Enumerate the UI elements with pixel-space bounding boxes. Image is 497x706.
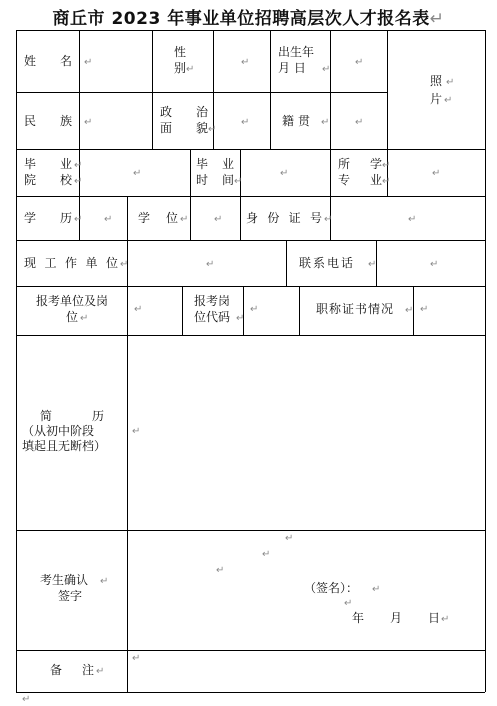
grad-time-label-2: 时 间 <box>196 173 234 187</box>
confirm-label: 考生确认 <box>40 573 89 587</box>
form-title: 商丘市 2023 年事业单位招聘高层次人才报名表↵ <box>52 9 445 29</box>
grad-school-label: 毕 业 <box>24 157 72 171</box>
apply-code-label: 报考岗 <box>194 294 231 308</box>
paragraph-mark <box>104 214 112 226</box>
col-line <box>79 149 80 196</box>
col-line <box>286 240 287 286</box>
photo-label-2: 片 <box>430 92 443 106</box>
col-line <box>387 30 388 149</box>
col-line <box>127 286 128 335</box>
paragraph-mark <box>120 259 128 271</box>
paragraph-mark <box>241 117 249 129</box>
paragraph-mark <box>344 598 352 610</box>
col-line <box>190 196 191 240</box>
paragraph-mark <box>208 124 216 136</box>
col-line <box>270 30 271 149</box>
date-year-label: 年 <box>352 611 365 625</box>
table-border-bottom <box>16 692 485 693</box>
col-line <box>127 335 128 692</box>
date-day-label: 日 <box>428 611 441 625</box>
paragraph-mark <box>96 666 104 678</box>
paragraph-mark <box>405 305 413 317</box>
paragraph-mark <box>22 694 30 706</box>
paragraph-mark <box>408 214 416 226</box>
row-line <box>16 650 485 651</box>
paragraph-mark <box>84 117 92 129</box>
paragraph-mark <box>382 176 390 188</box>
col-line <box>243 286 244 335</box>
table-border-right <box>485 30 486 692</box>
paragraph-mark <box>206 259 214 271</box>
signature-label: （签名）： <box>304 581 359 595</box>
paragraph-mark <box>262 549 270 561</box>
paragraph-mark <box>355 57 363 69</box>
phone-label: 联系电话 <box>299 256 356 270</box>
paragraph-mark <box>321 117 329 129</box>
grad-school-label-2: 院 校 <box>24 173 72 187</box>
paragraph-mark <box>324 214 332 226</box>
col-line <box>79 30 80 149</box>
row-line <box>16 335 485 336</box>
row-line <box>16 196 485 197</box>
paragraph-mark <box>180 214 188 226</box>
col-line <box>387 149 388 196</box>
confirm-label-2: 签字 <box>58 589 83 603</box>
resume-label: 简 历 <box>40 409 104 423</box>
birth-label: 出生年 <box>278 45 315 59</box>
row-line <box>16 286 485 287</box>
birth-label-2: 月 日 <box>278 61 306 75</box>
paragraph-mark <box>214 214 222 226</box>
paragraph-mark <box>236 313 244 325</box>
row-line <box>16 240 485 241</box>
date-month-label: 月 <box>390 611 403 625</box>
paragraph-mark <box>74 214 82 226</box>
row-line <box>16 149 485 150</box>
paragraph-mark <box>241 57 249 69</box>
table-border-left <box>16 30 17 692</box>
apply-unit-label-2: 位 <box>65 310 78 324</box>
paragraph-mark <box>285 533 293 545</box>
major-label: 所 学 <box>338 157 382 171</box>
gender-label: 性 <box>174 45 187 59</box>
photo-label: 照 <box>430 74 443 88</box>
col-line <box>330 30 331 149</box>
paragraph-mark <box>216 565 224 577</box>
table-border-top <box>16 30 485 31</box>
education-label: 学历 <box>24 211 72 225</box>
paragraph-mark <box>100 576 108 588</box>
col-line <box>190 149 191 196</box>
paragraph-mark <box>432 168 440 180</box>
paragraph-mark <box>234 176 242 188</box>
political-label-2: 面 貌 <box>160 121 208 135</box>
political-label: 政 治 <box>160 105 208 119</box>
name-label: 姓名 <box>24 54 72 68</box>
col-line <box>299 286 300 335</box>
workplace-label: 现工作单位 <box>24 256 118 270</box>
remark-label: 备注 <box>50 663 94 677</box>
paragraph-mark <box>368 259 376 271</box>
paragraph-mark <box>132 426 140 438</box>
col-line <box>127 196 128 240</box>
paragraph-mark <box>250 304 258 316</box>
col-line <box>240 149 241 196</box>
paragraph-mark <box>420 304 428 316</box>
paragraph-mark <box>74 176 82 188</box>
ethnicity-label: 民族 <box>24 114 72 128</box>
paragraph-mark <box>133 168 141 180</box>
paragraph-mark <box>430 259 438 271</box>
row-line <box>16 530 485 531</box>
col-line <box>152 30 153 149</box>
id-number-label: 身份证号 <box>246 211 322 225</box>
paragraph-mark <box>382 160 390 172</box>
paragraph-mark <box>355 117 363 129</box>
resume-note: （从初中阶段 <box>22 424 95 438</box>
paragraph-mark <box>444 95 452 107</box>
paragraph-mark <box>84 57 92 69</box>
apply-unit-label: 报考单位及岗 <box>35 294 108 308</box>
paragraph-mark <box>280 168 288 180</box>
paragraph-mark <box>322 64 330 76</box>
native-place-label: 籍贯 <box>282 114 315 128</box>
paragraph-mark <box>186 64 194 76</box>
paragraph-mark <box>132 653 140 665</box>
col-line <box>182 286 183 335</box>
paragraph-mark <box>372 584 380 596</box>
gender-label-2: 别 <box>174 61 187 75</box>
col-line <box>330 149 331 196</box>
title-cert-label: 职称证书情况 <box>316 302 395 316</box>
grad-time-label: 毕 业 <box>196 157 234 171</box>
resume-note-2: 填起且无断档） <box>22 439 107 453</box>
paragraph-mark <box>74 160 82 172</box>
paragraph-mark <box>80 313 88 325</box>
paragraph-mark <box>134 304 142 316</box>
apply-code-label-2: 位代码 <box>194 310 231 324</box>
major-label-2: 专 业 <box>338 173 382 187</box>
paragraph-mark <box>446 77 454 89</box>
degree-label: 学位 <box>138 211 178 225</box>
col-line <box>240 196 241 240</box>
paragraph-mark <box>441 614 449 626</box>
row-line <box>16 92 387 93</box>
